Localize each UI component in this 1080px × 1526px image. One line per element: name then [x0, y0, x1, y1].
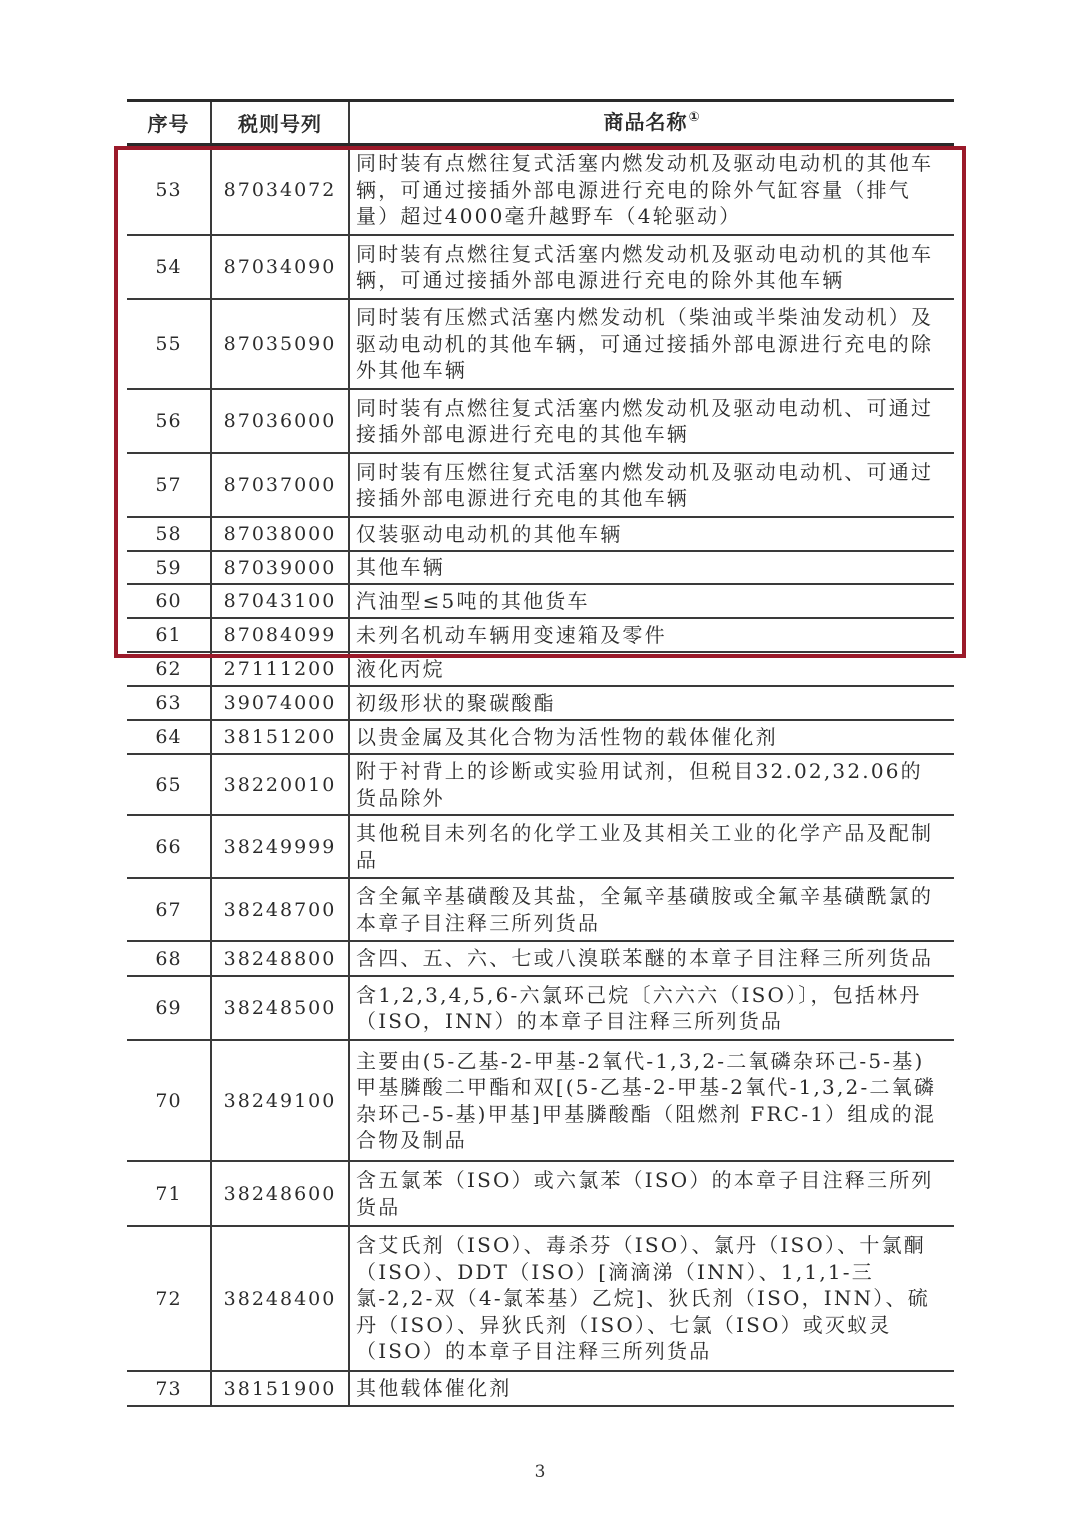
- row-seq: 66: [127, 816, 212, 877]
- row-code: 87043100: [212, 585, 350, 617]
- row-seq: 73: [127, 1372, 212, 1405]
- row-code: 87084099: [212, 619, 350, 651]
- header-code: 税则号列: [212, 102, 350, 143]
- tariff-table: [127, 99, 954, 1407]
- row-code: 27111200: [212, 653, 350, 685]
- row-seq: 61: [127, 619, 212, 651]
- row-seq: 58: [127, 518, 212, 550]
- row-seq: 54: [127, 236, 212, 298]
- row-name: 同时装有点燃往复式活塞内燃发动机及驱动电动机的其他车辆，可通过接插外部电源进行充电的除外其他车辆: [356, 241, 934, 292]
- row-seq: 59: [127, 552, 212, 583]
- table-row: [127, 816, 954, 879]
- row-seq: 63: [127, 687, 212, 719]
- row-name: 其他车辆: [356, 555, 445, 580]
- row-code: 87036000: [212, 390, 350, 452]
- row-name: 附于衬背上的诊断或实验用试剂，但税目32.02,32.06的货品除外: [356, 759, 923, 810]
- row-name: 同时装有点燃往复式活塞内燃发动机及驱动电动机的其他车辆，可通过接插外部电源进行充电的除外气缸容量（排气量）超过4000毫升越野车（4轮驱动）: [356, 151, 934, 229]
- table-row: [127, 552, 954, 585]
- row-name: 含全氟辛基磺酸及其盐，全氟辛基磺胺或全氟辛基磺酰氯的本章子目注释三所列货品: [356, 884, 934, 935]
- table-row: [127, 653, 954, 687]
- table-row: [127, 1162, 954, 1227]
- row-code: 87034090: [212, 236, 350, 298]
- row-code: 38151900: [212, 1372, 350, 1405]
- row-seq: 62: [127, 653, 212, 685]
- header-name-label: 商品名称: [603, 110, 688, 135]
- table-row: [127, 454, 954, 518]
- row-code: 38151200: [212, 721, 350, 753]
- row-code: 87037000: [212, 454, 350, 516]
- row-name: 液化丙烷: [356, 656, 445, 681]
- row-name: 主要由(5-乙基-2-甲基-2氧代-1,3,2-二氧磷杂环己-5-基)甲基膦酸二甲酯和双[(5-乙基-2-甲基-2氧代-1,3,2-二氧磷杂环己-5-基)甲基]甲基膦酸酯（阻燃剂 FRC-1）组成的混合物及制品: [356, 1048, 937, 1152]
- row-name: 其他载体催化剂: [356, 1376, 512, 1401]
- row-code: 87038000: [212, 518, 350, 550]
- table-row: [127, 236, 954, 300]
- table-row: [127, 977, 954, 1041]
- table-row: [127, 721, 954, 755]
- row-seq: 69: [127, 977, 212, 1039]
- row-seq: 56: [127, 390, 212, 452]
- row-code: 38248800: [212, 942, 350, 975]
- table-row: [127, 518, 954, 552]
- header-name-footnote: ①: [688, 110, 701, 126]
- row-name: 初级形状的聚碳酸酯: [356, 690, 556, 715]
- row-code: 87039000: [212, 552, 350, 583]
- row-name: 仅装驱动电动机的其他车辆: [356, 521, 623, 546]
- row-name: 含四、五、六、七或八溴联苯醚的本章子目注释三所列货品: [356, 946, 934, 971]
- row-name: 同时装有压燃往复式活塞内燃发动机及驱动电动机、可通过接插外部电源进行充电的其他车辆: [356, 459, 934, 510]
- row-seq: 70: [127, 1041, 212, 1160]
- table-row: [127, 755, 954, 816]
- row-seq: 55: [127, 300, 212, 388]
- table-row: [127, 942, 954, 977]
- row-code: 39074000: [212, 687, 350, 719]
- row-name: 含五氯苯（ISO）或六氯苯（ISO）的本章子目注释三所列货品: [356, 1168, 934, 1219]
- row-code: 38248400: [212, 1227, 350, 1370]
- table-row: [127, 619, 954, 653]
- row-seq: 65: [127, 755, 212, 814]
- row-name: 以贵金属及其化合物为活性物的载体催化剂: [356, 724, 778, 749]
- row-seq: 71: [127, 1162, 212, 1225]
- row-name: 含1,2,3,4,5,6-六氯环己烷〔六六六（ISO）〕，包括林丹（ISO，INN）的本章子目注释三所列货品: [356, 982, 922, 1033]
- row-code: 38248600: [212, 1162, 350, 1225]
- table-row: [127, 1372, 954, 1407]
- row-name: 其他税目未列名的化学工业及其相关工业的化学产品及配制品: [356, 821, 934, 872]
- header-seq: 序号: [127, 102, 212, 143]
- row-name: 未列名机动车辆用变速箱及零件: [356, 622, 667, 647]
- table-header-row: [127, 99, 954, 146]
- table-row: [127, 390, 954, 454]
- row-name: 同时装有点燃往复式活塞内燃发动机及驱动电动机、可通过接插外部电源进行充电的其他车辆: [356, 395, 934, 446]
- row-code: 38249100: [212, 1041, 350, 1160]
- row-code: 87034072: [212, 146, 350, 234]
- row-seq: 67: [127, 879, 212, 940]
- table-row: [127, 146, 954, 236]
- row-name: 含艾氏剂（ISO）、毒杀芬（ISO）、氯丹（ISO）、十氯酮（ISO）、DDT（ISO）[滴滴涕（INN）、1,1,1-三氯-2,2-双（4-氯苯基）乙烷]、狄氏剂（ISO，INN）、硫丹（ISO）、异狄氏剂（ISO）、七氯（ISO）或灭蚁灵（ISO）的本章子目注释三所列货品: [356, 1233, 930, 1364]
- row-code: 38220010: [212, 755, 350, 814]
- header-name: [350, 102, 954, 143]
- row-seq: 64: [127, 721, 212, 753]
- row-code: 38248700: [212, 879, 350, 940]
- table-row: [127, 1227, 954, 1372]
- row-code: 38249999: [212, 816, 350, 877]
- row-seq: 72: [127, 1227, 212, 1370]
- row-seq: 53: [127, 146, 212, 234]
- row-code: 87035090: [212, 300, 350, 388]
- table-row: [127, 300, 954, 390]
- table-row: [127, 879, 954, 942]
- row-code: 38248500: [212, 977, 350, 1039]
- row-seq: 60: [127, 585, 212, 617]
- page-number: 3: [534, 1462, 546, 1482]
- table-row: [127, 1041, 954, 1162]
- table-row: [127, 687, 954, 721]
- row-seq: 57: [127, 454, 212, 516]
- table-row: [127, 585, 954, 619]
- row-name: 同时装有压燃式活塞内燃发动机（柴油或半柴油发动机）及驱动电动机的其他车辆，可通过接插外部电源进行充电的除外其他车辆: [356, 305, 934, 383]
- row-seq: 68: [127, 942, 212, 975]
- row-name: 汽油型≤5吨的其他货车: [356, 588, 590, 613]
